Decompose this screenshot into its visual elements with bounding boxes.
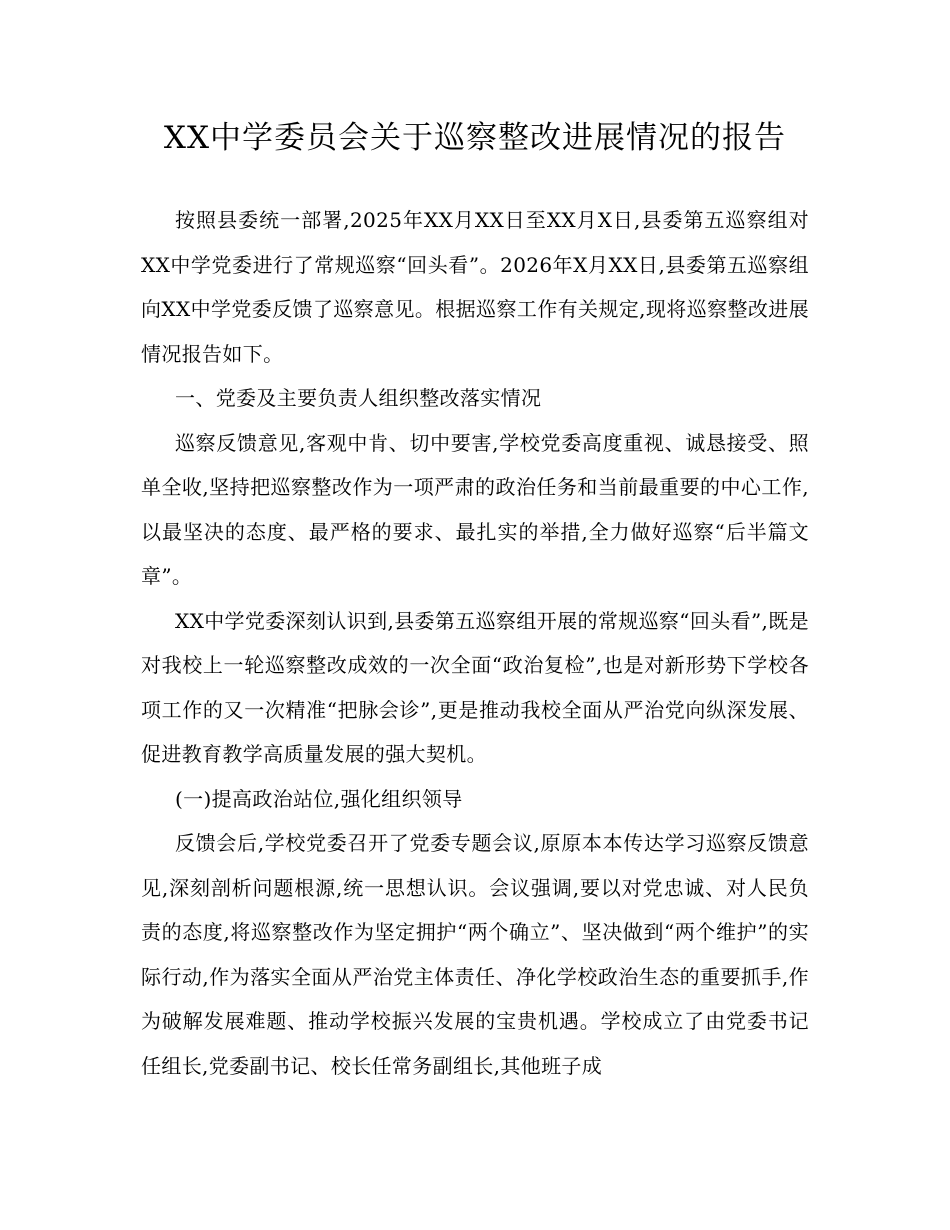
section-heading-1: 一、党委及主要负责人组织整改落实情况 bbox=[175, 386, 542, 410]
document-title: XX中学委员会关于巡察整改进展情况的报告 bbox=[163, 120, 787, 156]
paragraph-intro: 按照县委统一部署,2025年XX月XX日至XX月X日,县委第五巡察组对XX中学党委进行了常规巡察“回头看”。2026年X月XX日,县委第五巡察组向XX中学党委反馈了巡察意见。根据巡察工作有关规定,现将巡察整改进展情况报告如下。 bbox=[141, 208, 809, 366]
paragraph-recognition: XX中学党委深刻认识到,县委第五巡察组开展的常规巡察“回头看”,既是对我校上一轮巡察整改成效的一次全面“政治复检”,也是对新形势下学校各项工作的又一次精准“把脉会诊”,更是推动我校全面从严治党向纵深发展、促进教育教学高质量发展的强大契机。 bbox=[141, 608, 809, 766]
subsection-heading-1: (一)提高政治站位,强化组织领导 bbox=[175, 786, 463, 811]
paragraph-meeting: 反馈会后,学校党委召开了党委专题会议,原原本本传达学习巡察反馈意见,深刻剖析问题根源,统一思想认识。会议强调,要以对党忠诚、对人民负责的态度,将巡察整改作为坚定拥护“两个确立”、坚决做到“两个维护”的实际行动,作为落实全面从严治党主体责任、净化学校政治生态的重要抓手,作为破解发展难题、推动学校振兴发展的宝贵机遇。学校成立了由党委书记任组长,党委副书记、校长任常务副组长,其他班子成 bbox=[141, 831, 809, 1078]
paragraph-feedback: 巡察反馈意见,客观中肯、切中要害,学校党委高度重视、诚恳接受、照单全收,坚持把巡察整改作为一项严肃的政治任务和当前最重要的中心工作,以最坚决的态度、最严格的要求、最扎实的举措,全力做好巡察“后半篇文章”。 bbox=[141, 430, 809, 588]
document-body bbox=[141, 198, 809, 1088]
